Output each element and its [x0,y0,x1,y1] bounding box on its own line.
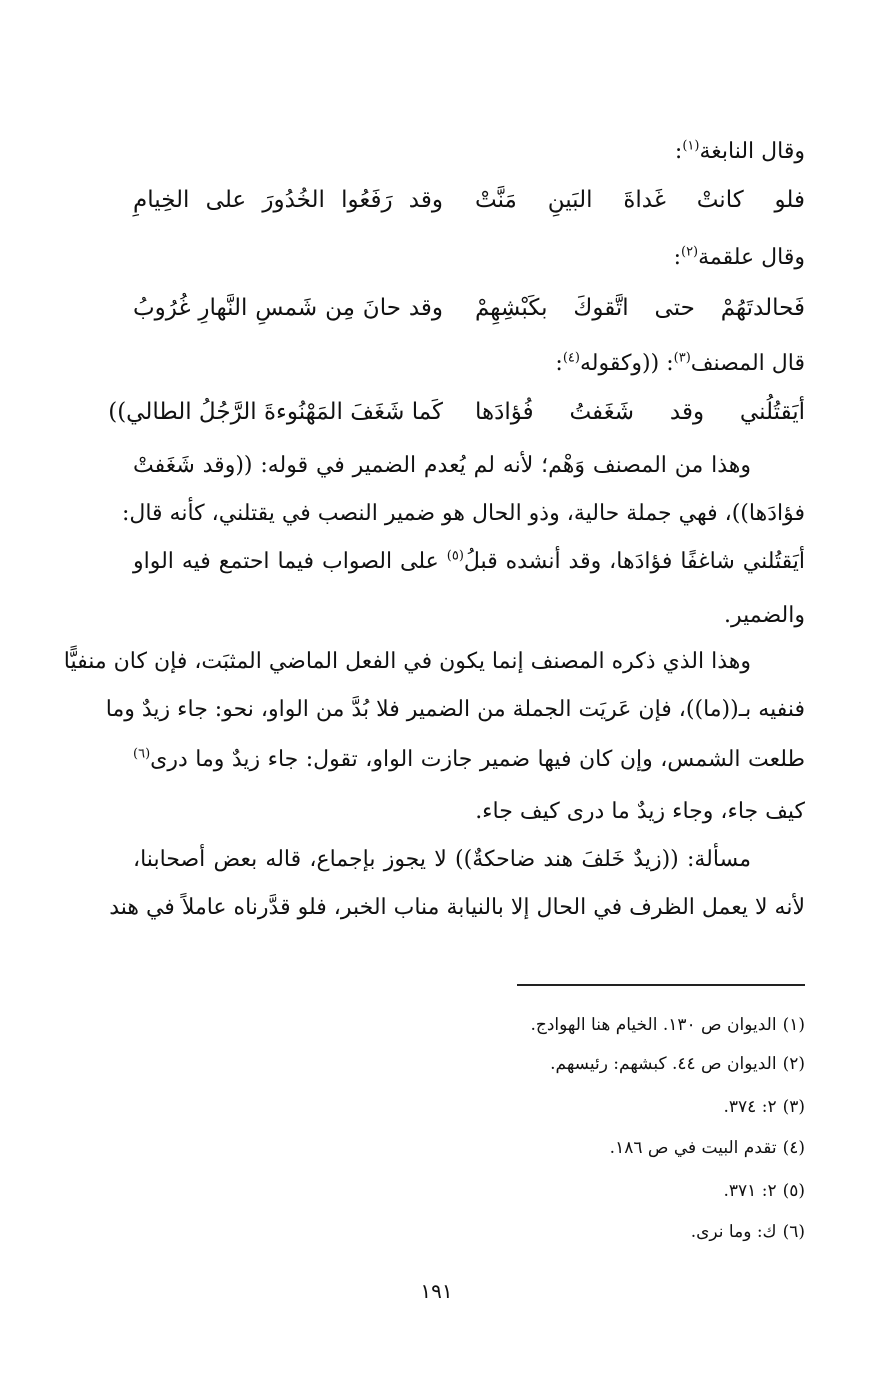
footnote-number: (١) [782,1015,805,1035]
footnote-number: (٦) [782,1222,805,1242]
footnote-text: ك: وما نرى. [690,1222,777,1242]
line-text: وقال علقمة [698,245,805,270]
verse-first-hemistich: أيَقتُلُني وقد شَغَفتُ فُؤادَها [475,399,805,425]
paragraph-line: والضمير. [723,603,805,628]
paragraph-line: وهذا الذي ذكره المصنف إنما يكون في الفعل الماضي المثبَت، فإن كان منفيًّا [63,649,751,674]
line-tail: : [673,245,681,270]
paragraph-line: لأنه لا يعمل الظرف في الحال إلا بالنيابة مناب الخبر، فلو قدَّرناه عاملاً في هند [109,895,805,920]
paragraph-line: مسألة: ((زيدٌ خَلفَ هند ضاحكةٌ)) لا يجوز بإجماع، قاله بعض أصحابنا، [133,847,751,872]
footnote-number: (٢) [782,1054,805,1074]
footnote-ref: (٣) [673,350,691,366]
footnote-ref: (٢) [680,244,699,260]
footnote-text: ٢: ٣٧٤. [723,1097,777,1117]
footnote-text: الديوان ص ٤٤. كبشهم: رئيسهم. [550,1054,777,1074]
footnote [325,1049,805,1079]
footnote-ref: (٥) [446,548,464,564]
footnote-ref: (١) [682,138,700,154]
footnote-text: ٢: ٣٧١. [723,1181,777,1201]
footnote-number: (٤) [782,1138,805,1158]
footnote [325,1217,805,1247]
footnote-text: تقدم البيت في ص ١٨٦. [609,1138,777,1158]
paragraph-line [133,740,805,780]
paragraph-line: فنفيه بـ((ما))، فإن عَريَت الجملة من الضمير فلا بُدَّ من الواو، نحو: جاء زيدٌ وما [105,697,805,722]
verse-first-hemistich: فَحالدتَهُمْ حتى اتَّقوكَ بكَبْشِهِمْ [475,295,805,321]
footnote [325,1092,805,1122]
page-number: ١٩١ [420,1279,453,1303]
text-line [133,132,805,172]
footnote-ref: (٤) [562,350,580,366]
footnote-ref: (٦) [133,746,151,762]
footnote [325,1133,805,1163]
line-text: قال المصنف [690,351,805,376]
footnote-divider [517,984,805,986]
paragraph-line: فؤادَها))، فهي جملة حالية، وذو الحال هو ضمير النصب في يقتلني، كأنه قال: [121,501,805,526]
text-line [133,238,805,278]
line-tail: : ((وكقوله [579,351,674,376]
paragraph-line: كيف جاء، وجاء زيدٌ ما درى كيف جاء. [475,799,805,824]
line-text: وقال النابغة [699,139,805,164]
verse-second-hemistich: وقد رَفَعُوا الخُدُورَ على الخِيامِ [133,187,443,213]
line-text: طلعت الشمس، وإن كان فيها ضمير جازت الواو، تقول: جاء زيدٌ وما درى [150,747,805,772]
paragraph-line: وهذا من المصنف وَهْم؛ لأنه لم يُعدم الضمير في قوله: ((وقد شَغَفتْ [133,453,752,478]
text-line [133,344,805,384]
footnote-text: الديوان ص ١٣٠. الخيام هنا الهوادج. [530,1015,777,1035]
verse-second-hemistich: وقد حانَ مِن شَمسِ النَّهارِ غُرُوبُ [133,295,443,321]
verse-first-hemistich: فلو كانتْ غَداةَ البَينِ مَنَّتْ [475,187,805,213]
paragraph-line [133,542,805,582]
line-text: أيَقتُلني شاغفًا فؤادَها، وقد أنشده قبلُ [463,549,806,574]
verse-second-hemistich: كَما شَغَفَ المَهْنُوءةَ الرَّجُلُ الطالي)) [108,399,443,425]
verse-line [133,178,805,222]
line-tail: : [674,139,683,164]
footnote [325,1176,805,1206]
line-tail: على الصواب فيما احتمع فيه الواو [133,549,447,574]
footnote-number: (٣) [782,1097,805,1117]
footnote [325,1010,805,1040]
verse-line [133,286,805,330]
footnote-number: (٥) [782,1181,805,1201]
line-tail: : [555,351,563,376]
verse-line [108,390,805,434]
